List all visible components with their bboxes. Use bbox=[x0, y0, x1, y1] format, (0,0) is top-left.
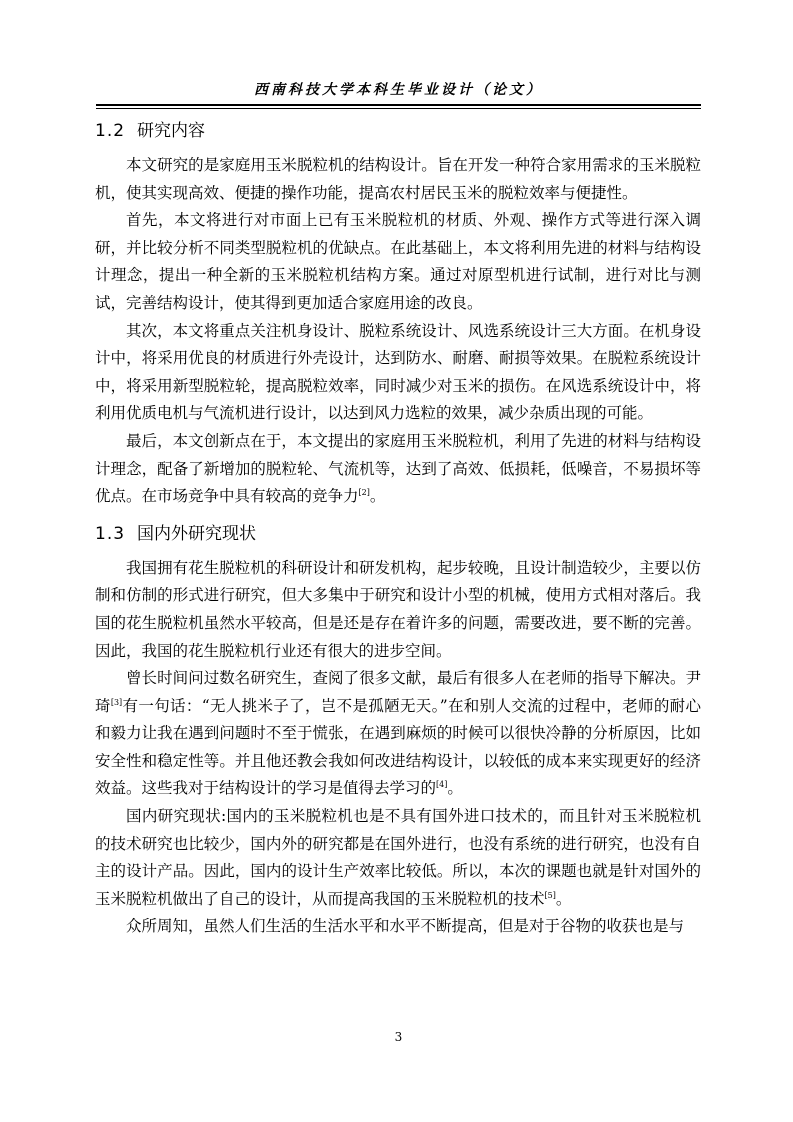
citation-marker: [5] bbox=[544, 890, 556, 900]
section-heading-1-2 bbox=[95, 114, 701, 148]
paragraph-text: 曾长时间问过数名研究生，查阅了很多文献，最后有很多人在老师的指导下解决。尹琦 bbox=[95, 669, 701, 715]
body-content bbox=[95, 114, 701, 941]
paragraph bbox=[95, 913, 701, 941]
header-rule-thin bbox=[96, 108, 701, 109]
paragraph-text: 众所周知，虽然人们生活的生活水平和水平不断提高，但是对于谷物的收获也是与 bbox=[126, 917, 685, 936]
paragraph bbox=[95, 428, 701, 511]
paragraph-text: 其次，本文将重点关注机身设计、脱粒系统设计、风选系统设计三大方面。在机身设计中，将采用优良的材质进行外壳设计，达到防水、耐磨、耐损等效果。在脱粒系统设计中，将采用新型脱粒轮，提高脱粒效率，同时减少对玉米的损伤。在风选系统设计中，将利用优质电机与气流机进行设计，以达到风力选粒的效果，减少杂质出现的可能。 bbox=[95, 321, 701, 423]
paragraph-text: 。 bbox=[447, 779, 463, 798]
page-number: 3 bbox=[394, 1030, 403, 1044]
paragraph-text: 国内研究现状:国内的玉米脱粒机也是不具有国外进口技术的，而且针对玉米脱粒机的技术研究也比较少，国内外的研究都是在国外进行，也没有系统的进行研究，也没有自主的设计产品。因此，国内的设计生产效率比较低。所以，本次的课题也就是针对国外的玉米脱粒机做出了自己的设计，从而提高我国的玉米脱粒机的技术 bbox=[95, 807, 701, 908]
paragraph-text: 有一句话：“无人挑米子了，岂不是孤陋无天。”在和别人交流的过程中，老师的耐心和毅力让我在遇到问题时不至于慌张，在遇到麻烦的时候可以很快冷静的分析原因，比如安全性和稳定性等。并且他还教会我如何改进结构设计，以较低的成本来实现更好的经济效益。这些我对于结构设计的学习是值得去学习的 bbox=[95, 696, 701, 798]
paragraph bbox=[95, 665, 701, 803]
paragraph-text: 。 bbox=[369, 487, 386, 506]
section-heading-1-3 bbox=[95, 517, 701, 551]
paragraph bbox=[95, 207, 701, 317]
paragraph bbox=[95, 555, 701, 665]
paragraph bbox=[95, 803, 701, 913]
citation-marker: [2] bbox=[358, 487, 370, 497]
paragraph bbox=[95, 152, 701, 207]
section-title: 国内外研究现状 bbox=[137, 523, 257, 544]
paragraph-text: 。 bbox=[555, 889, 572, 908]
paragraph-text: 首先，本文将进行对市面上已有玉米脱粒机的材质、外观、操作方式等进行深入调研，并比较分析不同类型脱粒机的优缺点。在此基础上，本文将利用先进的材料与结构设计理念，提出一种全新的玉米脱粒机结构方案。通过对原型机进行试制，进行对比与测试，完善结构设计，使其得到更加适合家庭用途的改良。 bbox=[95, 211, 701, 312]
section-title: 研究内容 bbox=[137, 121, 206, 141]
citation-marker: [4] bbox=[436, 780, 448, 790]
paragraph bbox=[95, 318, 701, 428]
paragraph-text: 最后，本文创新点在于，本文提出的家庭用玉米脱粒机，利用了先进的材料与结构设计理念，配备了新增加的脱粒轮、气流机等，达到了高效、低损耗，低噪音，不易损坏等优点。在市场竞争中具有较高的竞争力 bbox=[95, 431, 701, 506]
citation-marker: [3] bbox=[110, 697, 123, 707]
section-number: 1.2 bbox=[95, 121, 126, 141]
header-rule-thick bbox=[96, 104, 701, 106]
paragraph-text: 本文研究的是家庭用玉米脱粒机的结构设计。旨在开发一种符合家用需求的玉米脱粒机，使其实现高效、便捷的操作功能，提高农村居民玉米的脱粒效率与便捷性。 bbox=[95, 156, 701, 202]
paragraph-text: 我国拥有花生脱粒机的科研设计和研发机构，起步较晚，且设计制造较少，主要以仿制和仿制的形式进行研究，但大多集中于研究和设计小型的机械，使用方式相对落后。我国的花生脱粒机虽然水平较高，但是还是存在着许多的问题，需要改进，要不断的完善。因此，我国的花生脱粒机行业还有很大的进步空间。 bbox=[95, 558, 701, 660]
running-header: 西南科技大学本科生毕业设计（论文） bbox=[254, 82, 543, 98]
section-number: 1.3 bbox=[95, 523, 126, 544]
